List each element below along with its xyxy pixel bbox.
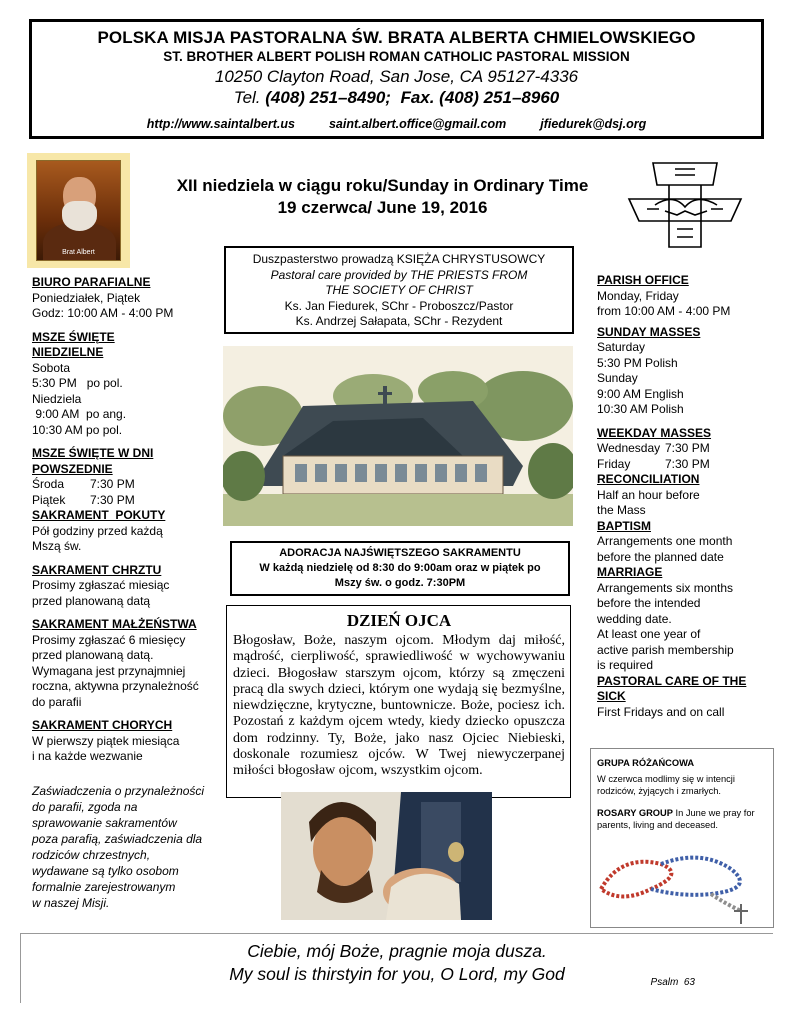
note-line: rodziców chrzestnych, — [32, 847, 151, 862]
time-label: 7:30 PM — [90, 477, 135, 491]
day-label: Piątek — [32, 492, 66, 507]
section-heading: WEEKDAY MASSES — [597, 425, 712, 440]
pastors-line: Pastoral care provided by THE PRIESTS FROM — [270, 267, 528, 282]
note-line: do parafii, zgoda na — [32, 799, 138, 814]
portrait-painting — [36, 160, 121, 261]
note-line: w naszej Misji. — [32, 895, 110, 910]
mass-time: Saturday — [597, 340, 646, 354]
office-days: Monday, Friday — [597, 288, 679, 303]
time-label: 7:30 PM — [665, 456, 710, 471]
resident-priest-name: Ks. Andrzej Sałapata, SChr - Rezydent — [295, 314, 503, 328]
time-label: 7:30 PM — [665, 441, 710, 455]
section-heading: SAKRAMENT POKUTY — [32, 508, 166, 522]
section-heading: SAKRAMENT MAŁŻEŃSTWA — [32, 617, 197, 631]
pastor-name: Ks. Jan Fiedurek, SChr - Proboszcz/Pastor — [284, 298, 514, 313]
note-line: poza parafią, zaświadczenia dla — [32, 831, 203, 846]
section-heading: SICK — [597, 689, 626, 703]
note-line: formalnie zarejestrowanym — [32, 879, 176, 894]
sunday-name: XII niedziela w ciągu roku/Sunday in Ordinary Time — [176, 176, 589, 195]
contact-links — [32, 117, 761, 131]
sick-text: W pierwszy piątek miesiąca — [32, 733, 180, 748]
rosary-text-english — [597, 807, 767, 832]
day-label: Wednesday — [597, 441, 661, 455]
reconciliation-text: Half an hour before — [597, 487, 700, 502]
pastor-email-link[interactable]: jfiedurek@dsj.org — [540, 117, 647, 131]
rosary-heading-english: ROSARY GROUP — [597, 807, 673, 818]
section-heading: MARRIAGE — [597, 565, 663, 579]
adoration-schedule: W każdą niedzielę od 8:30 do 9:00am oraz w piątek po — [259, 562, 541, 574]
reconciliation-text: Mszą św. — [32, 539, 82, 553]
note-line: sprawowanie sakramentów — [32, 815, 177, 830]
day-label: Friday — [597, 456, 631, 471]
marriage-text: wedding date. — [597, 611, 672, 626]
mass-time: 5:30 PM po pol. — [32, 376, 123, 390]
weekday-mass-row — [597, 457, 767, 473]
weekday-mass-row — [32, 493, 217, 509]
rosary-text-polish: W czerwca modlimy się w intencji rodziców, żyjących i zmarłych. — [597, 773, 735, 796]
mass-time: Sunday — [597, 371, 638, 385]
adoration-schedule: Mszy św. o godz. 7:30PM — [334, 577, 466, 589]
masthead — [29, 19, 764, 139]
time-label: 7:30 PM — [90, 492, 135, 507]
office-days: Poniedziałek, Piątek — [32, 290, 141, 305]
mass-time: Niedziela — [32, 391, 82, 406]
rosary-group-box — [590, 748, 774, 928]
marriage-text: before the intended — [597, 596, 701, 610]
sick-text: First Fridays and on call — [597, 704, 725, 719]
adoration-box — [230, 541, 570, 596]
membership-note — [32, 783, 217, 911]
portrait-beard — [62, 201, 97, 231]
phone-number: (408) 251–8490; — [265, 88, 391, 107]
adoration-heading: ADORACJA NAJŚWIĘTSZEGO SAKRAMENTU — [279, 547, 521, 559]
portrait-caption: Brat Albert — [62, 249, 95, 256]
pastoral-care-box — [224, 246, 574, 334]
section-heading: PASTORAL CARE OF THE — [597, 673, 747, 688]
psalm-verse-polish: Ciebie, mój Boże, pragnie moja dusza. — [247, 941, 547, 961]
marriage-text: Wymagana jest przynajmniej — [32, 663, 186, 678]
section-heading: SAKRAMENT CHRZTU — [32, 562, 162, 577]
bulletin-title — [130, 175, 635, 219]
prayer-heading: DZIEŃ OJCA — [346, 611, 452, 630]
note-line: Zaświadczenia o przynależności — [32, 783, 205, 798]
marriage-text: do parafii — [32, 694, 82, 709]
section-heading: BIURO PARAFIALNE — [32, 275, 151, 289]
phone-fax-line — [32, 88, 761, 108]
brother-albert-portrait — [27, 153, 130, 268]
section-heading: MSZE ŚWIĘTE — [32, 329, 115, 344]
parish-address: 10250 Clayton Road, San Jose, CA 95127-4336 — [214, 67, 579, 86]
section-heading: POWSZEDNIE — [32, 461, 113, 476]
mass-time: 5:30 PM Polish — [597, 355, 678, 370]
baptism-text: przed planowaną datą — [32, 593, 151, 608]
day-label: Środa — [32, 477, 65, 491]
society-of-christ-logo — [625, 155, 745, 255]
baptism-text: before the planned date — [597, 549, 724, 564]
weekday-mass-row — [32, 477, 217, 493]
reconciliation-text: the Mass — [597, 503, 646, 517]
marriage-text: At least one year of — [597, 627, 701, 641]
section-heading: BAPTISM — [597, 518, 651, 533]
prayer-text: Błogosław, Boże, naszym ojcom. Młodym daj miłość, mądrość, cierpliwość, sprawiedliwość w wychowywaniu dzieci. Błogosław starszym ojcom, którzy są zmęczeni pracą dla swych dzieci, którym one wydają się bezmyślne, niewdzięczne, krytyczne, buntownicze. Boże, pociesz ich. Pozostań z każdym ojcem wtedy, kiedy dziecko opuszcza dom rodzinny. Ty, Boże, jako nasz Ojciec Niebieski, doskonale rozumiesz ojców. W Twej niewyczerpanej miłości błogosław ojcom, wszystkim ojcom. — [233, 633, 565, 779]
office-hours: from 10:00 AM - 4:00 PM — [597, 304, 731, 318]
section-heading: NIEDZIELNE — [32, 345, 104, 359]
mass-time: 9:00 AM English — [597, 386, 684, 401]
marriage-text: active parish membership — [597, 642, 734, 657]
english-schedule-column — [597, 273, 767, 720]
section-heading: PARISH OFFICE — [597, 273, 689, 287]
section-heading: SAKRAMENT CHORYCH — [32, 718, 173, 732]
note-line: wydawane są tylko osobom — [32, 863, 179, 878]
rosary-heading-polish: GRUPA RÓŻAŃCOWA — [597, 758, 695, 768]
sick-text: i na każde wezwanie — [32, 749, 143, 763]
office-hours: Godz: 10:00 AM - 4:00 PM — [32, 306, 174, 320]
reconciliation-text: Pół godziny przed każdą — [32, 523, 163, 538]
pastors-line: Duszpasterstwo prowadzą KSIĘŻA CHRYSTUSOWCY — [252, 252, 546, 266]
parish-title-english: ST. BROTHER ALBERT POLISH ROMAN CATHOLIC PASTORAL MISSION — [163, 49, 630, 64]
psalm-reference: Psalm 63 — [650, 977, 695, 988]
marriage-text: is required — [597, 658, 654, 672]
church-drawing — [223, 346, 573, 526]
psalm-verse-english: My soul is thirstyin for you, O Lord, my God — [229, 964, 565, 984]
mass-time: 10:30 AM Polish — [597, 402, 684, 416]
marriage-text: Prosimy zgłaszać 6 miesięcy — [32, 632, 186, 647]
office-email-link[interactable]: saint.albert.office@gmail.com — [328, 117, 507, 131]
marriage-text: roczna, aktywna przynależność — [32, 679, 199, 693]
weekday-mass-row — [597, 441, 767, 457]
pastors-line: THE SOCIETY OF CHRIST — [325, 283, 473, 297]
rosary-intention: In June we pray for parents, living and deceased. — [597, 807, 755, 830]
mass-time: 10:30 AM po pol. — [32, 422, 123, 437]
website-link[interactable]: http://www.saintalbert.us — [146, 117, 295, 131]
baptism-text: Arrangements one month — [597, 534, 733, 548]
fax-number: Fax. (408) 251–8960 — [400, 88, 560, 107]
fathers-day-prayer — [226, 605, 571, 798]
baptism-text: Prosimy zgłaszać miesiąc — [32, 578, 170, 592]
mass-time: 9:00 AM po ang. — [32, 407, 127, 421]
section-heading: RECONCILIATION — [597, 472, 700, 486]
mass-time: Sobota — [32, 360, 71, 375]
tel-label: Tel. — [233, 88, 261, 107]
bulletin-date: 19 czerwca/ June 19, 2016 — [277, 198, 488, 217]
marriage-text: Arrangements six months — [597, 580, 734, 595]
jesus-with-child-painting — [281, 792, 492, 920]
polish-schedule-column — [32, 275, 217, 911]
psalm-footer — [20, 933, 773, 1003]
section-heading: MSZE ŚWIĘTE W DNI — [32, 446, 154, 460]
section-heading: SUNDAY MASSES — [597, 324, 701, 339]
rosary-icon — [591, 849, 775, 927]
parish-title-polish: POLSKA MISJA PASTORALNA ŚW. BRATA ALBERTA CHMIELOWSKIEGO — [97, 28, 696, 47]
marriage-text: przed planowaną datą. — [32, 648, 154, 662]
